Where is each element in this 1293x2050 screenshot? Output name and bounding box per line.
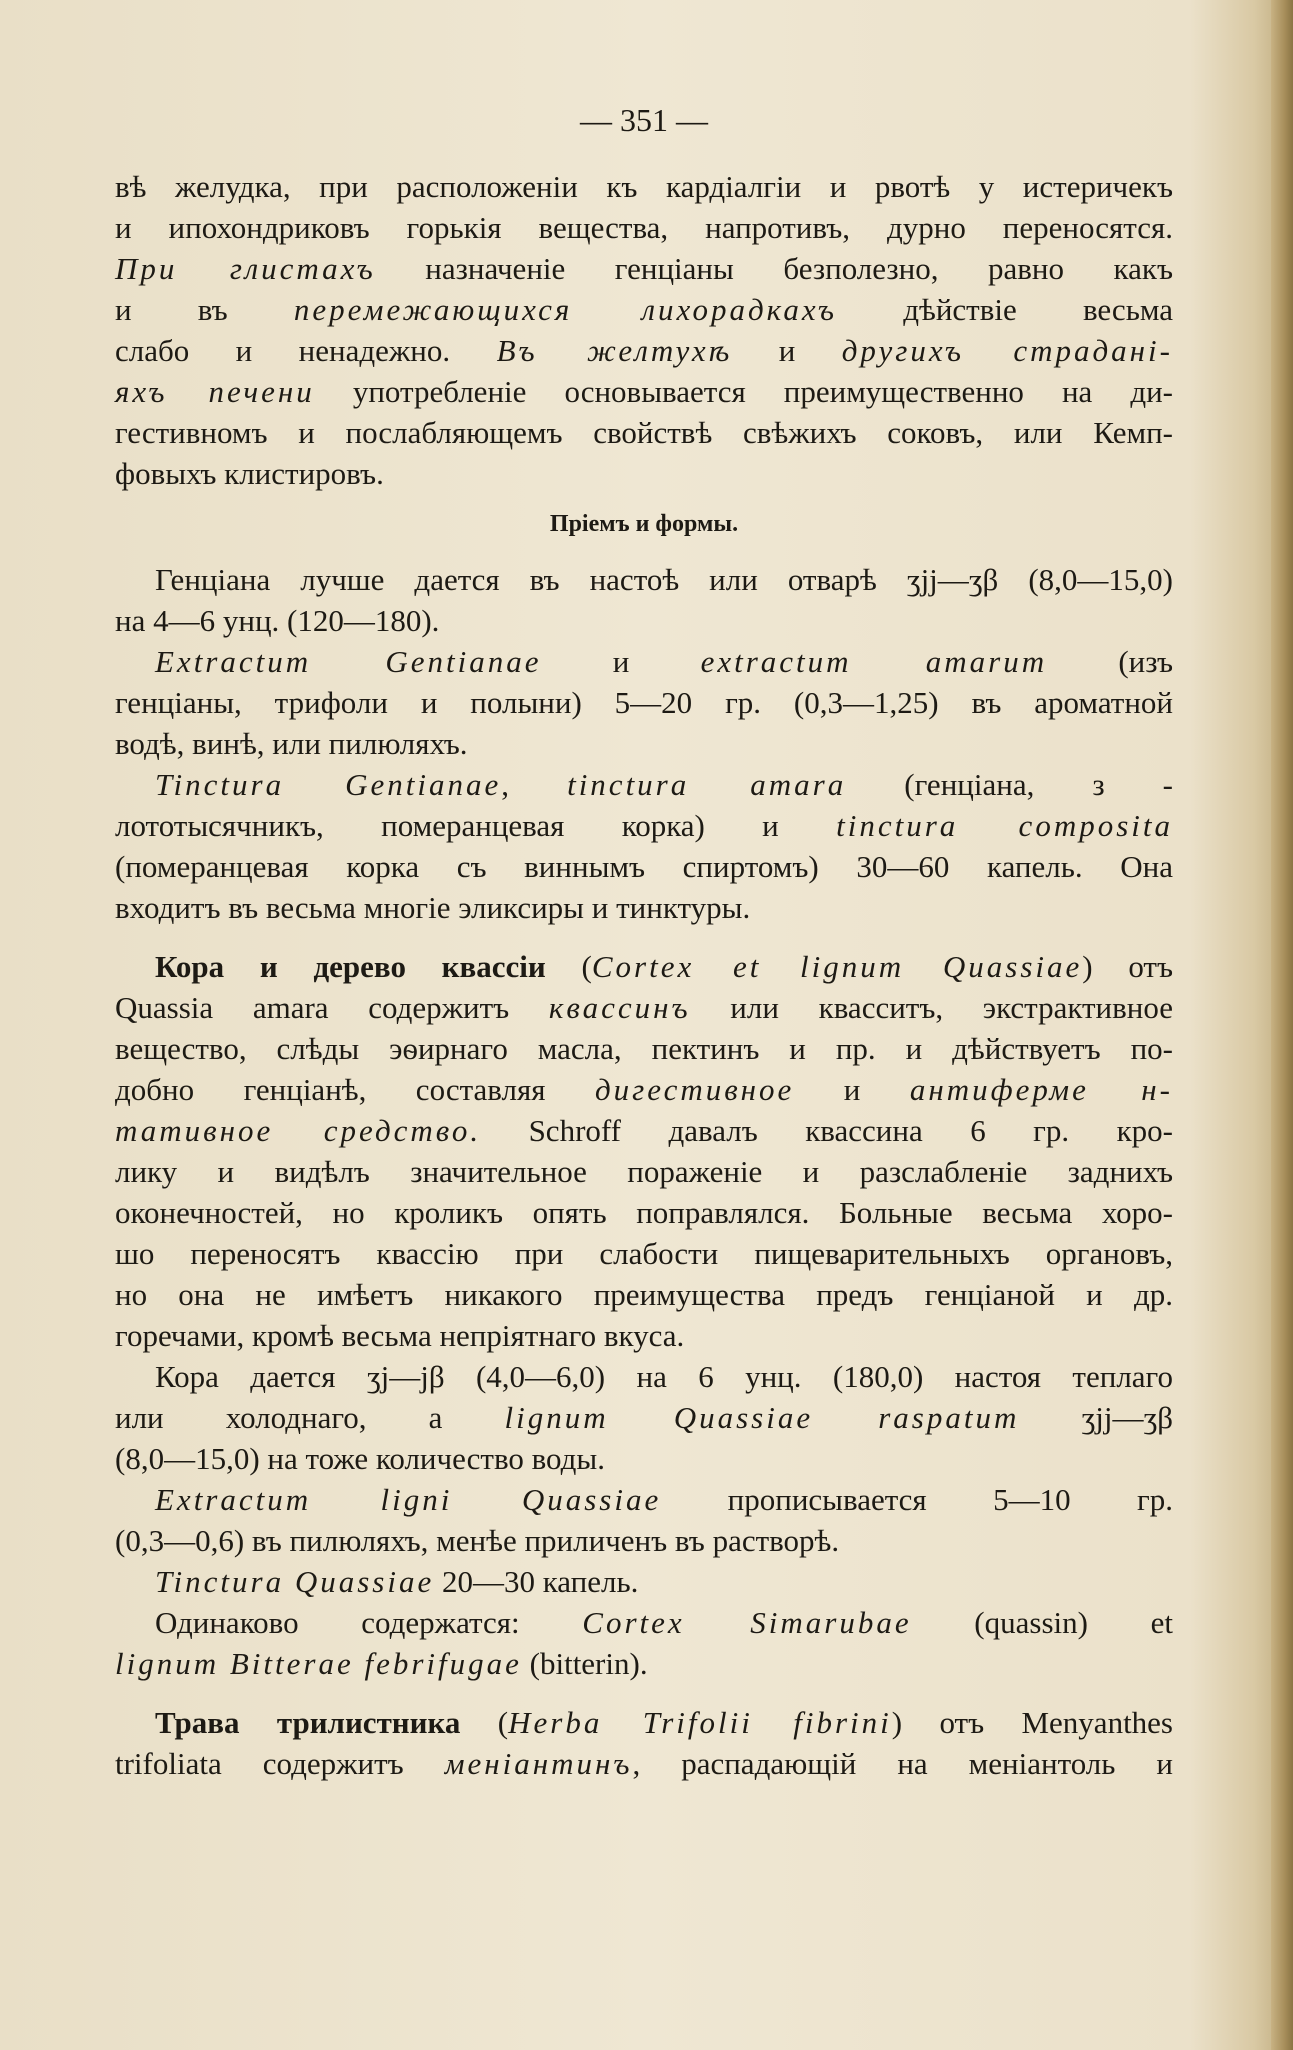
paragraph-5: [115, 946, 1173, 1356]
text-line: генціаны, трифоли и полыни) 5—20 гр. (0,3—1,25) въ ароматной: [115, 685, 1173, 720]
text-line: Кора дается ʒj—jβ (4,0—6,0) на 6 унц. (180,0) настоя теплаго: [155, 1359, 1173, 1394]
text-line: Кора и дерево квассіи (Cortex et lignum Quassiae) отъ: [155, 949, 1173, 984]
text-line: шо переносятъ квассію при слабости пищеварительныхъ органовъ,: [115, 1236, 1173, 1271]
paragraph-1: [115, 166, 1173, 494]
paragraph-10: [115, 1702, 1173, 1784]
bold-term: Трава трилистника: [155, 1705, 461, 1740]
text-line: вѣ желудка, при расположеніи къ кардіалгіи и рвотѣ у истеричекъ: [115, 169, 1173, 204]
emphasis: перемежающихся лихорадкахъ: [293, 292, 837, 327]
emphasis: При глистахъ: [115, 251, 376, 286]
text-line: Трава трилистника (Herba Trifolii fibrini) отъ Menyanthes: [155, 1705, 1173, 1740]
text-line: лику и видѣлъ значительное пораженіе и разслабленіе заднихъ: [115, 1154, 1173, 1189]
text-line: вещество, слѣды эѳирнаго масла, пектинъ и пр. и дѣйствуетъ по-: [115, 1031, 1173, 1066]
text-line: Генціана лучше дается въ настоѣ или отварѣ ʒjj—ʒβ (8,0—15,0): [155, 562, 1173, 597]
text-line: оконечностей, но кроликъ опять поправлялся. Больные весьма хоро-: [115, 1195, 1173, 1230]
text-line: lignum Bitterae febrifugae (bitterin).: [115, 1646, 648, 1681]
page-text: [115, 100, 1173, 1784]
text-line: или холоднаго, а lignum Quassiae raspatum ʒjj—ʒβ: [115, 1400, 1173, 1435]
paragraph-6: [115, 1356, 1173, 1479]
text-line: фовыхъ клистировъ.: [115, 456, 384, 491]
paragraph-3: [115, 641, 1173, 764]
spacer: [115, 928, 1173, 946]
text-line: входитъ въ весьма многіе эликсиры и тинктуры.: [115, 890, 751, 925]
text-line: водѣ, винѣ, или пилюляхъ.: [115, 726, 468, 761]
spacer: [115, 1684, 1173, 1702]
emphasis: другихъ страданi-: [841, 333, 1173, 368]
paragraph-9: [115, 1602, 1173, 1684]
text-line: (0,3—0,6) въ пилюляхъ, менѣе приличенъ въ растворѣ.: [115, 1523, 840, 1558]
paragraph-4: [115, 764, 1173, 928]
text-line: trifoliata содержитъ меніантинъ, распадающій на меніантоль и: [115, 1746, 1173, 1781]
text-line: слабо и ненадежно. Въ желтухѣ и другихъ страданi-: [115, 333, 1173, 368]
text-line: Tinctura Quassiae 20—30 капель.: [155, 1564, 639, 1599]
text-line: (померанцевая корка съ виннымъ спиртомъ) 30—60 капель. Она: [115, 849, 1173, 884]
book-spine-edge: [1271, 0, 1293, 2050]
text-line: и въ перемежающихся лихорадкахъ дѣйствіе весьма: [115, 292, 1173, 327]
text-line: Extractum Gentianae и extractum amarum (изъ: [155, 644, 1173, 679]
emphasis: Въ желтухѣ: [496, 333, 733, 368]
text-line: Extractum ligni Quassiae прописывается 5—10 гр.: [155, 1482, 1174, 1517]
text-line: но она не имѣетъ никакого преимущества предъ генціаной и др.: [115, 1277, 1173, 1312]
text-line: и ипохондриковъ горькія вещества, напротивъ, дурно переносятся.: [115, 210, 1173, 245]
text-line: яхъ печени употребленіе основывается преимущественно на ди-: [115, 374, 1174, 409]
emphasis: яхъ печени: [115, 374, 315, 409]
bold-term: Кора и дерево квассіи: [155, 949, 546, 984]
text-line: (8,0—15,0) на тоже количество воды.: [115, 1441, 606, 1476]
text-line: гестивномъ и послабляющемъ свойствѣ свѣжихъ соковъ, или Кемп-: [115, 415, 1173, 450]
text-line: Tinctura Gentianae, tinctura amara (генціана, з -: [155, 767, 1174, 802]
paragraph-2: [115, 559, 1173, 641]
section-heading: Пріемъ и формы.: [549, 511, 739, 537]
text-line: При глистахъ назначеніе генціаны безполезно, равно какъ: [115, 251, 1173, 286]
paragraph-7: [115, 1479, 1173, 1561]
text-line: лототысячникъ, померанцевая корка) и tinctura composita: [115, 808, 1173, 843]
text-line: добно генціанѣ, составляя дигестивное и антиферме н-: [115, 1072, 1173, 1107]
text-line: горечами, кромѣ весьма непріятнаго вкуса.: [115, 1318, 685, 1353]
text-line: на 4—6 унц. (120—180).: [115, 603, 440, 638]
text-line: Quassia amara содержитъ квассинъ или квасситъ, экстрактивное: [115, 990, 1173, 1025]
paragraph-8: [115, 1561, 1173, 1602]
text-line: тативное средство. Schroff давалъ квассина 6 гр. кро-: [115, 1113, 1173, 1148]
page-number: — 351 —: [580, 102, 708, 138]
text-line: Одинаково содержатся: Cortex Simarubae (quassin) et: [155, 1605, 1173, 1640]
